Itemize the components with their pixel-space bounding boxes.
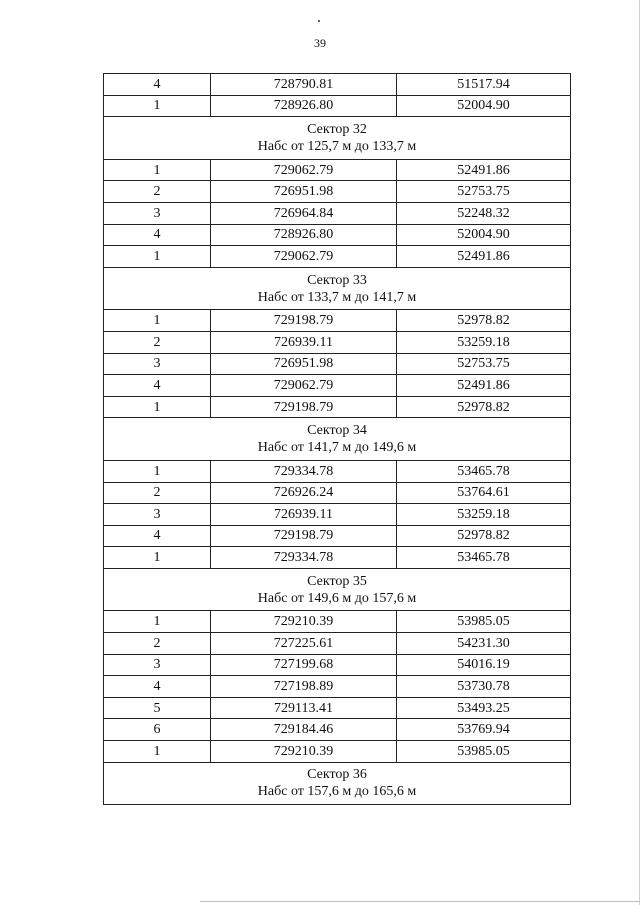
point-number-cell: 3 xyxy=(104,654,211,676)
x-coordinate-cell: 728790.81 xyxy=(211,74,397,96)
point-number-cell: 4 xyxy=(104,676,211,698)
y-coordinate-cell: 54016.19 xyxy=(397,654,571,676)
point-row xyxy=(104,482,571,504)
y-coordinate-cell: 53465.78 xyxy=(397,547,571,569)
point-number-cell: 1 xyxy=(104,246,211,268)
point-number-cell: 2 xyxy=(104,181,211,203)
point-row xyxy=(104,159,571,181)
point-number-cell: 2 xyxy=(104,482,211,504)
y-coordinate-cell: 52004.90 xyxy=(397,95,571,117)
y-coordinate-cell: 53259.18 xyxy=(397,331,571,353)
point-row xyxy=(104,547,571,569)
x-coordinate-cell: 726964.84 xyxy=(211,202,397,224)
point-number-cell: 1 xyxy=(104,310,211,332)
coordinates-table xyxy=(103,73,571,805)
sector-title: Сектор 35 xyxy=(307,573,367,589)
sector-height-range: Набс от 141,7 м до 149,6 м xyxy=(257,440,417,456)
point-number-cell: 6 xyxy=(104,719,211,741)
point-number-cell: 1 xyxy=(104,396,211,418)
x-coordinate-cell: 726926.24 xyxy=(211,482,397,504)
point-number-cell: 1 xyxy=(104,741,211,763)
x-coordinate-cell: 729210.39 xyxy=(211,741,397,763)
x-coordinate-cell: 729198.79 xyxy=(211,310,397,332)
y-coordinate-cell: 53764.61 xyxy=(397,482,571,504)
y-coordinate-cell: 52978.82 xyxy=(397,396,571,418)
x-coordinate-cell: 729198.79 xyxy=(211,525,397,547)
point-number-cell: 5 xyxy=(104,697,211,719)
y-coordinate-cell: 52491.86 xyxy=(397,246,571,268)
sector-height-range: Набс от 149,6 м до 157,6 м xyxy=(257,590,417,606)
point-number-cell: 3 xyxy=(104,202,211,224)
sector-header-row xyxy=(104,418,571,461)
point-row xyxy=(104,654,571,676)
point-number-cell: 1 xyxy=(104,460,211,482)
x-coordinate-cell: 727225.61 xyxy=(211,633,397,655)
sector-header-cell xyxy=(104,762,571,805)
point-row xyxy=(104,504,571,526)
y-coordinate-cell: 52978.82 xyxy=(397,525,571,547)
sector-title: Сектор 32 xyxy=(307,121,367,137)
point-row xyxy=(104,697,571,719)
point-row xyxy=(104,95,571,117)
point-number-cell: 3 xyxy=(104,504,211,526)
point-row xyxy=(104,224,571,246)
y-coordinate-cell: 52004.90 xyxy=(397,224,571,246)
y-coordinate-cell: 52753.75 xyxy=(397,181,571,203)
sector-header-cell xyxy=(104,117,571,160)
x-coordinate-cell: 729062.79 xyxy=(211,246,397,268)
y-coordinate-cell: 52248.32 xyxy=(397,202,571,224)
sector-title: Сектор 34 xyxy=(307,423,367,439)
y-coordinate-cell: 53769.94 xyxy=(397,719,571,741)
x-coordinate-cell: 726939.11 xyxy=(211,504,397,526)
x-coordinate-cell: 729113.41 xyxy=(211,697,397,719)
point-row xyxy=(104,719,571,741)
point-row xyxy=(104,353,571,375)
point-number-cell: 2 xyxy=(104,633,211,655)
point-row xyxy=(104,202,571,224)
sector-header-row xyxy=(104,568,571,611)
x-coordinate-cell: 729198.79 xyxy=(211,396,397,418)
point-row xyxy=(104,375,571,397)
x-coordinate-cell: 726951.98 xyxy=(211,353,397,375)
point-number-cell: 3 xyxy=(104,353,211,375)
y-coordinate-cell: 53985.05 xyxy=(397,611,571,633)
y-coordinate-cell: 53493.25 xyxy=(397,697,571,719)
x-coordinate-cell: 729062.79 xyxy=(211,375,397,397)
sector-header-cell xyxy=(104,267,571,310)
y-coordinate-cell: 53465.78 xyxy=(397,460,571,482)
y-coordinate-cell: 52753.75 xyxy=(397,353,571,375)
point-row xyxy=(104,525,571,547)
y-coordinate-cell: 51517.94 xyxy=(397,74,571,96)
sector-header-row xyxy=(104,762,571,805)
coordinates-table-body xyxy=(104,74,571,805)
point-row xyxy=(104,460,571,482)
point-row xyxy=(104,331,571,353)
x-coordinate-cell: 729334.78 xyxy=(211,547,397,569)
x-coordinate-cell: 728926.80 xyxy=(211,224,397,246)
point-row xyxy=(104,676,571,698)
x-coordinate-cell: 726951.98 xyxy=(211,181,397,203)
x-coordinate-cell: 726939.11 xyxy=(211,331,397,353)
point-row xyxy=(104,246,571,268)
point-row xyxy=(104,396,571,418)
point-number-cell: 4 xyxy=(104,224,211,246)
point-row xyxy=(104,74,571,96)
sector-header-cell xyxy=(104,568,571,611)
point-row xyxy=(104,181,571,203)
x-coordinate-cell: 729210.39 xyxy=(211,611,397,633)
y-coordinate-cell: 53259.18 xyxy=(397,504,571,526)
scan-bottom-edge xyxy=(200,901,640,902)
page-number: 39 xyxy=(314,36,326,50)
point-number-cell: 1 xyxy=(104,611,211,633)
sector-header-row xyxy=(104,117,571,160)
x-coordinate-cell: 729334.78 xyxy=(211,460,397,482)
point-number-cell: 4 xyxy=(104,525,211,547)
y-coordinate-cell: 53730.78 xyxy=(397,676,571,698)
sector-title: Сектор 36 xyxy=(307,767,367,783)
x-coordinate-cell: 728926.80 xyxy=(211,95,397,117)
point-number-cell: 1 xyxy=(104,95,211,117)
point-number-cell: 4 xyxy=(104,74,211,96)
point-row xyxy=(104,611,571,633)
y-coordinate-cell: 53985.05 xyxy=(397,741,571,763)
point-row xyxy=(104,741,571,763)
scan-speck xyxy=(318,20,320,22)
y-coordinate-cell: 52491.86 xyxy=(397,159,571,181)
sector-height-range: Набс от 157,6 м до 165,6 м xyxy=(257,784,417,800)
x-coordinate-cell: 727198.89 xyxy=(211,676,397,698)
y-coordinate-cell: 52978.82 xyxy=(397,310,571,332)
y-coordinate-cell: 52491.86 xyxy=(397,375,571,397)
y-coordinate-cell: 54231.30 xyxy=(397,633,571,655)
x-coordinate-cell: 729184.46 xyxy=(211,719,397,741)
point-row xyxy=(104,310,571,332)
x-coordinate-cell: 729062.79 xyxy=(211,159,397,181)
sector-title: Сектор 33 xyxy=(307,272,367,288)
point-number-cell: 4 xyxy=(104,375,211,397)
sector-header-row xyxy=(104,267,571,310)
sector-height-range: Набс от 133,7 м до 141,7 м xyxy=(257,289,417,305)
sector-height-range: Набс от 125,7 м до 133,7 м xyxy=(257,138,417,154)
point-number-cell: 1 xyxy=(104,547,211,569)
point-number-cell: 1 xyxy=(104,159,211,181)
point-row xyxy=(104,633,571,655)
sector-header-cell xyxy=(104,418,571,461)
point-number-cell: 2 xyxy=(104,331,211,353)
x-coordinate-cell: 727199.68 xyxy=(211,654,397,676)
